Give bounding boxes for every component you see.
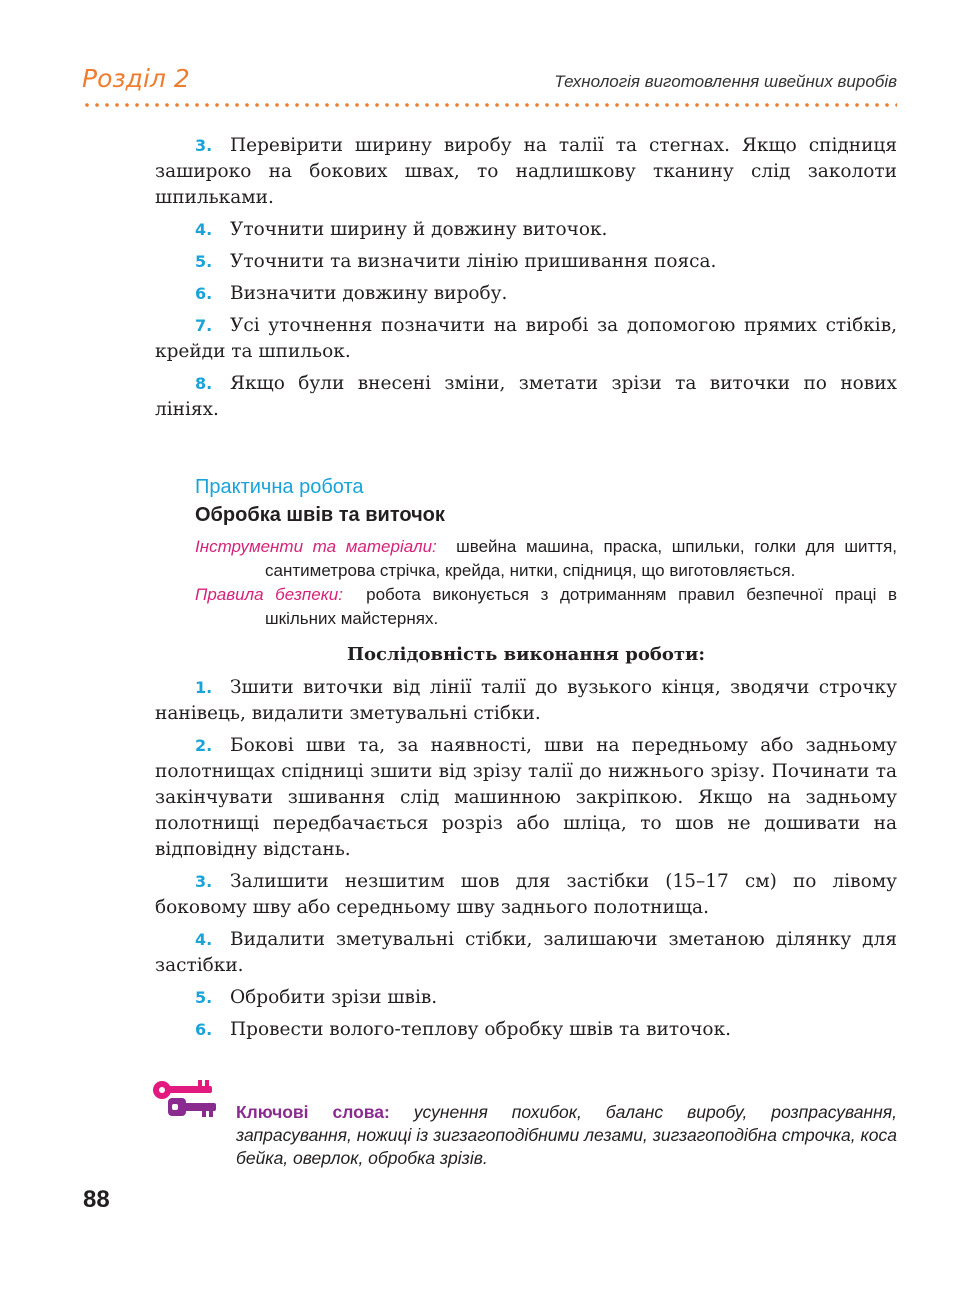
step-number: 2. [195,736,213,755]
list-item [155,217,897,243]
step-number: 7. [195,316,213,335]
step-text: Видалити зметувальні стібки, залишаючи зметаною ділянку для застібки. [155,929,897,976]
steps-work [155,675,897,1049]
step-number: 8. [195,374,213,393]
tools-text: швейна машина, праска, шпильки, голки для шиття, сантиметрова стрічка, крейда, нитки, спідниця, що виготовляється. [265,537,897,580]
list-item [155,869,897,921]
list-item [155,733,897,863]
step-number: 5. [195,988,213,1007]
step-text: Перевірити ширину виробу на талії та стегнах. Якщо спідниця зашироко на бокових швах, то надлишкову тканину слід заколоти шпильками. [155,135,897,208]
keywords [236,1101,897,1170]
list-item [155,371,897,423]
tools-paragraph [195,535,897,583]
step-number: 4. [195,220,213,239]
safety-paragraph [195,583,897,631]
step-number: 3. [195,872,213,891]
page-number: 88 [83,1186,110,1213]
chapter-label: Розділ 2 [82,64,190,93]
list-item [155,1017,897,1043]
step-number: 4. [195,930,213,949]
step-text: Залишити незшитим шов для застібки (15–17 см) по лівому боковому шву або середньому шву заднього полотнища. [155,871,897,918]
keywords-label: Ключові слова: [236,1102,390,1122]
step-text: Визначити довжину виробу. [230,283,508,304]
step-number: 3. [195,136,213,155]
header-title: Технологія виготовлення швейних виробів [554,72,897,91]
step-text: Бокові шви та, за наявності, шви на передньому або задньому полотнищах спідниці зшити від зрізу талії до нижнього зрізу. Починати та закінчувати зшивання слід машинною закріпкою. Якщо на задньому полотнищі передбачається розріз або шліца, то шов не дошивати на відповідну відстань. [155,735,897,860]
tools-label: Інструменти та матеріали: [195,537,437,556]
step-text: Уточнити ширину й довжину виточок. [230,219,608,240]
list-item [155,133,897,211]
step-text: Обробити зрізи швів. [230,987,438,1008]
step-number: 6. [195,1020,213,1039]
list-item [155,313,897,365]
step-text: Уточнити та визначити лінію пришивання пояса. [230,251,717,272]
sequence-title: Послідовність виконання роботи: [347,644,705,665]
steps-top [155,133,897,429]
practical-subtitle: Обробка швів та виточок [195,504,445,526]
list-item [155,249,897,275]
step-text: Провести волого-теплову обробку швів та виточок. [230,1019,732,1040]
list-item [155,985,897,1011]
step-text: Якщо були внесені зміни, зметати зрізи та виточки по нових лініях. [155,373,897,420]
list-item [155,675,897,727]
step-number: 6. [195,284,213,303]
safety-text: робота виконується з дотриманням правил безпечної праці в шкільних майстернях. [265,585,897,628]
header-divider [82,103,897,107]
practical-title: Практична робота [195,476,364,498]
step-number: 5. [195,252,213,271]
list-item [155,927,897,979]
list-item [155,281,897,307]
step-text: Зшити виточки від лінії талії до вузького кінця, зводячи строчку нанівець, видалити зметувальні стібки. [155,677,897,724]
step-text: Усі уточнення позначити на виробі за допомогою прямих стібків, крейди та шпильок. [155,315,897,362]
keys-icon [150,1076,220,1122]
keywords-text: усунення похибок, баланс виробу, розпрасування, запрасування, ножиці із зигзагоподібними лезами, зигзагоподібна строчка, коса бейка, оверлок, обробка зрізів. [236,1102,897,1168]
practical-info [195,535,897,631]
step-number: 1. [195,678,213,697]
safety-label: Правила безпеки: [195,585,343,604]
